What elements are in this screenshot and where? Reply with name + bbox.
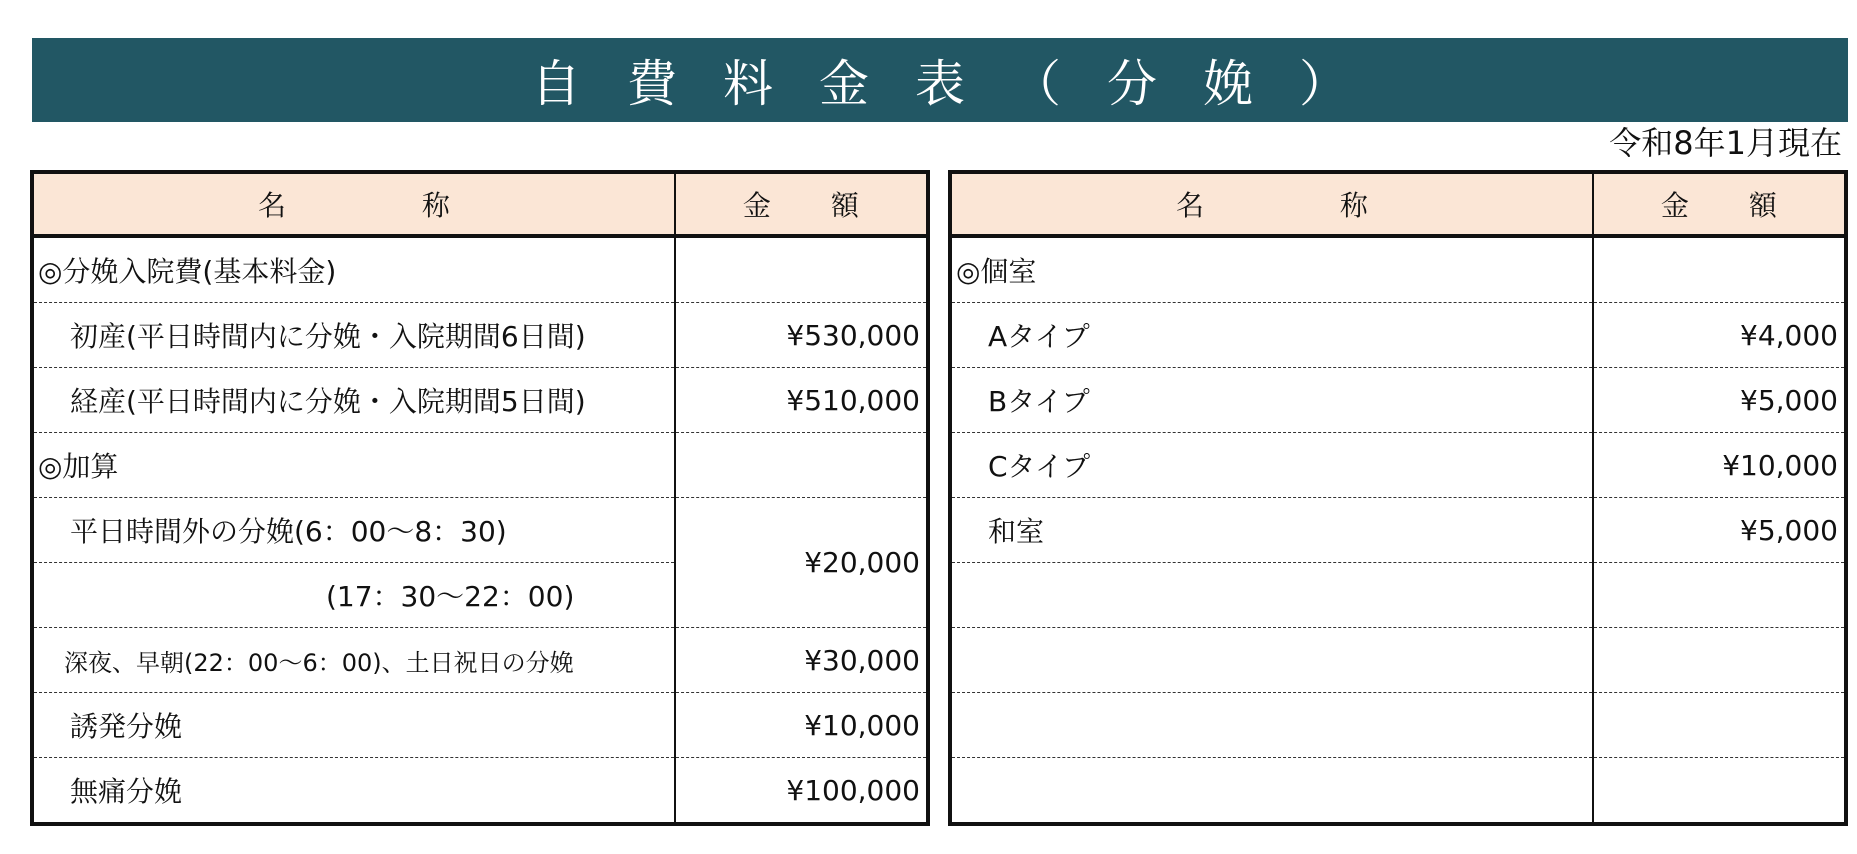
name-column-header: 名 称 bbox=[32, 172, 675, 236]
empty-row bbox=[950, 628, 1846, 693]
fee-amount: ¥30,000 bbox=[675, 628, 928, 693]
fee-amount: ¥10,000 bbox=[675, 693, 928, 758]
fee-amount: ¥20,000 bbox=[675, 498, 928, 628]
fee-label: 平日時間外の分娩(6：00～8：30) bbox=[32, 498, 675, 563]
table-row bbox=[32, 628, 928, 693]
section-row bbox=[950, 236, 1846, 303]
room-amount: ¥10,000 bbox=[1593, 433, 1846, 498]
table-row bbox=[950, 368, 1846, 433]
empty-row bbox=[950, 758, 1846, 825]
page-title: 自費料金表（分娩） bbox=[32, 38, 1848, 122]
amount-column-header: 金 額 bbox=[675, 172, 928, 236]
table-row bbox=[950, 498, 1846, 563]
fee-label: 無痛分娩 bbox=[32, 758, 675, 825]
table-row bbox=[32, 693, 928, 758]
table-row bbox=[32, 303, 928, 368]
section-row bbox=[32, 433, 928, 498]
private-room-fee-table bbox=[948, 170, 1848, 826]
room-amount: ¥5,000 bbox=[1593, 498, 1846, 563]
fee-amount: ¥100,000 bbox=[675, 758, 928, 825]
fee-label: 誘発分娩 bbox=[32, 693, 675, 758]
section-label: ◎分娩入院費(基本料金) bbox=[32, 236, 675, 303]
room-amount: ¥5,000 bbox=[1593, 368, 1846, 433]
table-header-row bbox=[32, 172, 928, 236]
fee-amount: ¥510,000 bbox=[675, 368, 928, 433]
table-row bbox=[32, 368, 928, 433]
room-label: Bタイプ bbox=[950, 368, 1593, 433]
name-column-header: 名 称 bbox=[950, 172, 1593, 236]
table-row bbox=[950, 433, 1846, 498]
delivery-fee-table bbox=[30, 170, 930, 826]
section-label: ◎加算 bbox=[32, 433, 675, 498]
table-row bbox=[32, 758, 928, 825]
table-row bbox=[950, 303, 1846, 368]
fee-label-continuation: (17：30～22：00) bbox=[32, 563, 675, 628]
fee-amount: ¥530,000 bbox=[675, 303, 928, 368]
table-row bbox=[32, 498, 928, 563]
fee-label: 深夜、早朝(22：00～6：00)、土日祝日の分娩 bbox=[32, 628, 675, 693]
empty-row bbox=[950, 693, 1846, 758]
date-note: 令和8年1月現在 bbox=[1609, 124, 1842, 162]
room-label: Cタイプ bbox=[950, 433, 1593, 498]
section-row bbox=[32, 236, 928, 303]
room-amount: ¥4,000 bbox=[1593, 303, 1846, 368]
room-label: Aタイプ bbox=[950, 303, 1593, 368]
empty-row bbox=[950, 563, 1846, 628]
section-label: ◎個室 bbox=[950, 236, 1593, 303]
table-header-row bbox=[950, 172, 1846, 236]
fee-label: 初産(平日時間内に分娩・入院期間6日間) bbox=[32, 303, 675, 368]
fee-label: 経産(平日時間内に分娩・入院期間5日間) bbox=[32, 368, 675, 433]
room-label: 和室 bbox=[950, 498, 1593, 563]
amount-column-header: 金 額 bbox=[1593, 172, 1846, 236]
